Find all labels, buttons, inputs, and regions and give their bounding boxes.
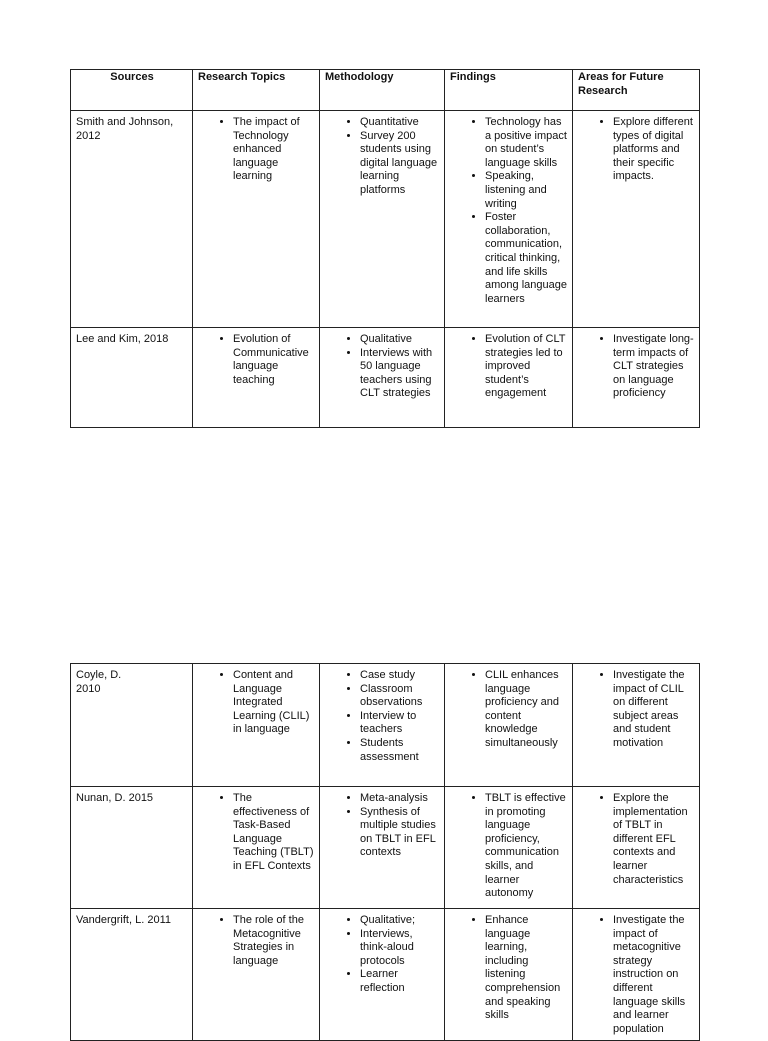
- research-topic-item: • Evolution of Communicative language teaching: [233, 333, 315, 387]
- header-row: [71, 70, 700, 111]
- research-topic-list: [198, 914, 315, 968]
- methodology-item: • Survey 200 students using digital language learning platforms: [360, 130, 440, 198]
- methodology-item: • Interviews with 50 language teachers using CLT strategies: [360, 347, 440, 401]
- table-row: [71, 664, 700, 787]
- finding-cell: [445, 787, 573, 909]
- research-topic-cell: [193, 328, 320, 428]
- table-row: [71, 787, 700, 909]
- future-research-cell: [573, 909, 700, 1041]
- source-cell: Lee and Kim, 2018: [71, 328, 193, 428]
- research-topic-list: [198, 116, 315, 184]
- research-topic-item: • The role of the Metacognitive Strategies in language: [233, 914, 315, 968]
- future-research-item: • Explore the implementation of TBLT in different EFL contexts and learner characteristics: [613, 792, 695, 887]
- methodology-item: • Quantitative: [360, 116, 440, 130]
- finding-item: • Enhance language learning, including listening comprehension and speaking skills: [485, 914, 568, 1023]
- header-areas-for-future-research: Areas for Future Research: [573, 70, 700, 111]
- methodology-cell: [320, 328, 445, 428]
- table-row: [71, 328, 700, 428]
- finding-list: [450, 116, 568, 306]
- future-research-cell: [573, 664, 700, 787]
- header-findings: Findings: [445, 70, 573, 111]
- finding-cell: [445, 909, 573, 1041]
- future-research-item: • Investigate the impact of CLIL on different subject areas and student motivation: [613, 669, 695, 751]
- header-methodology: Methodology: [320, 70, 445, 111]
- methodology-item: • Interviews, think-aloud protocols: [360, 928, 440, 969]
- future-research-item: • Investigate the impact of metacognitive strategy instruction on different language skills and learner population: [613, 914, 695, 1036]
- methodology-list: [325, 333, 440, 401]
- finding-list: [450, 792, 568, 901]
- methodology-item: • Qualitative: [360, 333, 440, 347]
- methodology-item: • Classroom observations: [360, 683, 440, 710]
- table-row: [71, 111, 700, 328]
- finding-cell: [445, 328, 573, 428]
- finding-item: • Speaking, listening and writing: [485, 170, 568, 211]
- future-research-cell: [573, 787, 700, 909]
- source-cell: Smith and Johnson, 2012: [71, 111, 193, 328]
- research-topic-item: • The impact of Technology enhanced language learning: [233, 116, 315, 184]
- future-research-cell: [573, 111, 700, 328]
- source-cell: Vandergrift, L. 2011: [71, 909, 193, 1041]
- literature-table-2: [70, 663, 700, 1041]
- table-row: [71, 909, 700, 1041]
- methodology-cell: [320, 909, 445, 1041]
- header-research-topics: Research Topics: [193, 70, 320, 111]
- finding-item: • Evolution of CLT strategies led to improved student’s engagement: [485, 333, 568, 401]
- research-topic-list: [198, 333, 315, 387]
- future-research-list: [578, 116, 695, 184]
- methodology-item: • Interview to teachers: [360, 710, 440, 737]
- methodology-item: • Meta-analysis: [360, 792, 440, 806]
- finding-cell: [445, 111, 573, 328]
- research-topic-cell: [193, 909, 320, 1041]
- methodology-cell: [320, 787, 445, 909]
- methodology-item: • Qualitative;: [360, 914, 440, 928]
- methodology-list: [325, 116, 440, 198]
- future-research-item: • Investigate long-term impacts of CLT strategies on language proficiency: [613, 333, 695, 401]
- methodology-item: • Students assessment: [360, 737, 440, 764]
- finding-cell: [445, 664, 573, 787]
- methodology-cell: [320, 664, 445, 787]
- methodology-item: • Learner reflection: [360, 968, 440, 995]
- finding-item: • Technology has a positive impact on student’s language skills: [485, 116, 568, 170]
- finding-list: [450, 333, 568, 401]
- methodology-cell: [320, 111, 445, 328]
- methodology-list: [325, 914, 440, 996]
- research-topic-list: [198, 669, 315, 737]
- research-topic-item: • Content and Language Integrated Learning (CLIL) in language: [233, 669, 315, 737]
- methodology-list: [325, 669, 440, 764]
- header-sources: Sources: [71, 70, 193, 111]
- research-topic-cell: [193, 111, 320, 328]
- finding-list: [450, 914, 568, 1023]
- literature-table-1: [70, 69, 700, 428]
- research-topic-item: • The effectiveness of Task-Based Language Teaching (TBLT) in EFL Contexts: [233, 792, 315, 874]
- finding-item: • CLIL enhances language proficiency and content knowledge simultaneously: [485, 669, 568, 751]
- methodology-list: [325, 792, 440, 860]
- source-cell: Nunan, D. 2015: [71, 787, 193, 909]
- research-topic-cell: [193, 787, 320, 909]
- methodology-item: • Synthesis of multiple studies on TBLT in EFL contexts: [360, 806, 440, 860]
- finding-item: • Foster collaboration, communication, critical thinking, and life skills among language learners: [485, 211, 568, 306]
- future-research-list: [578, 792, 695, 887]
- future-research-list: [578, 914, 695, 1036]
- finding-item: • TBLT is effective in promoting language proficiency, communication skills, and learner autonomy: [485, 792, 568, 901]
- source-cell: Coyle, D. 2010: [71, 664, 193, 787]
- future-research-item: • Explore different types of digital platforms and their specific impacts.: [613, 116, 695, 184]
- finding-list: [450, 669, 568, 751]
- research-topic-cell: [193, 664, 320, 787]
- future-research-cell: [573, 328, 700, 428]
- future-research-list: [578, 669, 695, 751]
- research-topic-list: [198, 792, 315, 874]
- methodology-item: • Case study: [360, 669, 440, 683]
- future-research-list: [578, 333, 695, 401]
